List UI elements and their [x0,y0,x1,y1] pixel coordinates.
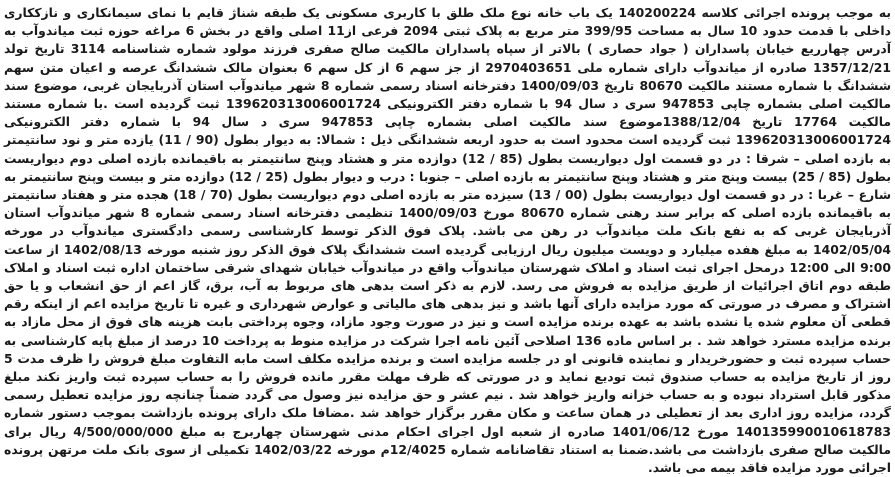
auction-notice-text: به موجب پرونده اجرائی کلاسه 140200224 یک باب خانه نوع ملک طلق با کاربری مسکونی یک طبقه شناژ قایم با نمای سیمانکاری و نازککاری داخلی با قدمت حدود 10 سال به مساحت 399/95 متر مربع به پلاک ثبتی 2094 فرعی از11 اصلی واقع در بخش 6 مراغه حوزه ثبت میاندوآب به آدرس چهارریع خیابان پاسداران ( جواد حصاری ) بالاتر از سپاه پاسداران مالکیت صالح صفری فرزند مولود شماره شناسنامه 3114 تاریخ تولد 1357/12/21 صادره از میاندوآب دارای شماره ملی 2970403651 از جز سهم 6 از کل سهم 6 بعنوان مالک ششدانگ عرصه و اعیان متن سهم ششدانگ با شماره مستند مالکیت 80670 تاریخ 1400/09/03 دفترخانه اسناد رسمی شماره 8 شهر میاندوآب استان آذربایجان غربی، موضوع سند مالکیت اصلی بشماره چاپی 947853 سری د سال 94 با شماره دفتر الکترونیکی 139620313006001724 ثبت گردیده است .با شماره مستند مالکیت 17764 تاریخ 1388/12/04موضوع سند مالکیت اصلی بشماره چاپی 947853 سری د سال 94 با شماره دفتر الکترونیکی 139620313006001724 ثبت گردیده است محدود است به حدود اربعه ششدانگی ذیل : شمالا: به دیوار بطول (90 / 11) یازده متر و نود سانتیمتر به بازده اصلی – شرقا : در دو قسمت اول دیواریست بطول (85 / 12) دوازده متر و هشتاد وپنج سانتیمتر به باقیمانده بازده اصلی دوم دیواریست بطول (85 / 25) بیست وپنج متر و هشتاد وپنج سانتیمتر به بازده اصلی – جنوبا : درب و دیوار بطول (25 / 12) دوازده متر و بیست وپنج سانتیمتر به شارع – غربا : در دو قسمت اول دیواریست بطول (00 / 13) سیزده متر به بازده اصلی دوم دیواریست بطول (70 / 18) هجده متر و هفتاد سانتیمتر به باقیمانده بازده اصلی که برابر سند رهنی شماره 80670 مورخ 1400/09/03 تنظیمی دفترخانه اسناد رسمی شماره 8 شهر میاندوآب استان آذربایجان غربی که به نفع بانک ملت میاندوآب در رهن می باشد. پلاک فوق الذکر توسط کارشناسی رسمی دادگستری میاندوآب در مورخه 1402/05/04 به مبلغ هفده میلیارد و دویست میلیون ریال ارزیابی گردیده است ششدانگ پلاک فوق الذکر روز شنبه مورخه 1402/08/13 از ساعت 9:00 الی 12:00 درمحل اجرای ثبت اسناد و املاک شهرستان میاندوآب واقع در میاندوآب خیابان شهدای شرقی ساختمان اداره ثبت اسناد و املاک طبقه دوم اتاق اجرائیات از طریق مزایده به فروش می رسد. لازم به ذکر است بدهی های مربوط به آب، برق، گاز اعم از حق انشعاب و یا حق اشتراک و مصرف در صورتی که مورد مزایده دارای آنها باشد و نیز بدهی های مالیاتی و عوارض شهرداری و غیره تا تاریخ مزایده اعم از اینکه رقم قطعی آن معلوم شده یا نشده باشد به عهده برنده مزایده است و نیز در صورت وجود مازاد، وجوه پرداختی بابت هزینه های فوق از محل مازاد به برنده مزایده مسترد خواهد شد . بر اساس ماده 136 اصلاحی آئین نامه اجرا شرکت در مزایده منوط به پرداخت 10 درصد از مبلغ پایه کارشناسی به حساب سپرده ثبت و حضورخریدار و نماینده قانونی او در جلسه مزایده است و برنده مزایده مکلف است مابه التفاوت مبلغ فروش را ظرف مدت 5 روز از تاریخ مزایده به حساب صندوق ثبت تودیع نماید و در صورتی که ظرف مهلت مقرر مانده فروش را به حساب سپرده ثبت واریز نکند مبلغ مذکور قابل استرداد نبوده و به حساب خزانه واریز خواهد شد . نیم عشر و حق مزایده نیز وصول می گردد ضمناً چنانچه روز مزایده تعطیل رسمی گردد، مزایده روز اداری بعد از تعطیلی در همان ساعت و مکان مقرر برگزار خواهد شد .مضافا ملک دارای پرونده بازداشت بموجب دستور شماره 140135990010618783 مورخ 1401/06/12 صادره از شعبه اول اجرای احکام مدنی شهرستان چهاربرج به مبلغ 4/500/000/000 ریال برای مالکیت صالح صفری بازداشت می باشد.ضمنا به استناد تقاضانامه شماره 12/4025م مورخه 1402/03/22 تکمیلی از سوی بانک ملت مرتهن پرونده اجرائی مورد مزایده فاقد بیمه می باشد. [4,5,892,476]
